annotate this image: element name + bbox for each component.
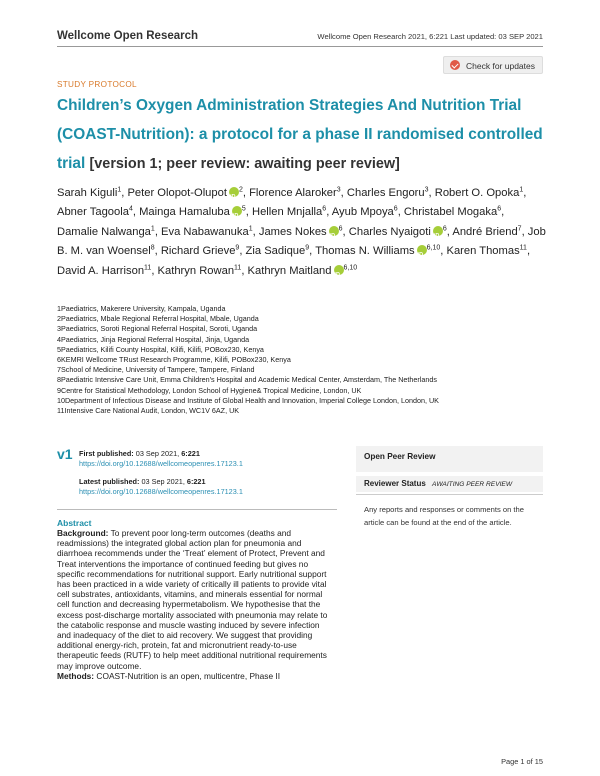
author-9[interactable]: Ayub Mpoya$^6$ bbox=[331, 205, 398, 219]
article-type: STUDY PROTOCOL bbox=[57, 80, 137, 89]
check-for-updates-button[interactable] bbox=[443, 56, 543, 74]
title-main: Children’s Oxygen Administration Strategies And Nutrition Trial (COAST-Nutrition): a protocol for a phase II randomised controlled trial bbox=[57, 97, 543, 172]
orcid-icon[interactable] bbox=[229, 187, 239, 197]
author-13[interactable]: James NokesiD $^6$ bbox=[259, 226, 343, 238]
author-4[interactable]: Charles Engoru$^3$ bbox=[346, 186, 429, 199]
orcid-icon[interactable] bbox=[329, 226, 339, 236]
author-21[interactable]: David A. Harrison$^{11}$ bbox=[57, 263, 152, 277]
running-header bbox=[57, 28, 543, 47]
author-19[interactable]: Thomas N. WilliamsiD $^{6,10}$ bbox=[315, 245, 440, 257]
reviewer-status bbox=[356, 476, 543, 492]
background-text: To prevent poor long-term outcomes (deaths and readmissions) the integrated global action plan for pneumonia and diarrhoea recommends under the ‘Treat’ element of Protect, Prevent and Treat interventions the importance of continued feeding but gives no specific recommendations for nutritional support. Early nutritional support has been practiced in a wide variety of critically ill patients to provide vital cell substrates, antioxidants, vitamins, and minerals essential for normal cell function and decreasing hypermetabolism. We hypothesise that the excess post-discharge mortality associated with pneumonia may relate to the catabolic response and muscle wasting induced by severe infection and inadequacy of the diet to aid recovery. We suggest that providing additional energy-rich, protein, fat and micronutrient ready-to-use therapeutic feeds (RUTF) to help meet additional nutritional requirements may improve outcome. bbox=[57, 528, 328, 671]
reviewer-status-value: AWAITING PEER REVIEW bbox=[432, 481, 513, 488]
author-16[interactable]: Job B. M. van Woensel$^8$ bbox=[57, 225, 546, 258]
orcid-icon[interactable] bbox=[433, 226, 443, 236]
orcid-icon[interactable] bbox=[334, 265, 344, 275]
title-version: [version 1; peer review: awaiting peer review] bbox=[89, 156, 400, 172]
affiliation-list bbox=[57, 304, 557, 416]
abstract-body bbox=[57, 528, 333, 681]
latest-published-doi-link[interactable]: https://doi.org/10.12688/wellcomeopenres.17123.1 bbox=[79, 487, 243, 496]
first-published-line: First published: 03 Sep 2021, 6:221 bbox=[79, 449, 200, 458]
author-8[interactable]: Hellen Mnjalla$^6$ bbox=[252, 205, 327, 219]
author-2[interactable]: Peter Olopot-OlupotiD $^2$ bbox=[127, 187, 242, 199]
author-6[interactable]: Abner Tagoola$^4$ bbox=[57, 205, 133, 219]
author-17[interactable]: Richard Grieve$^9$ bbox=[160, 244, 240, 258]
orcid-icon[interactable] bbox=[417, 245, 427, 255]
author-1[interactable]: Sarah Kiguli$^1$ bbox=[57, 186, 122, 199]
journal-name[interactable]: Wellcome Open Research bbox=[57, 30, 199, 42]
affiliation-8: 8Paediatric Intensive Care Unit, Emma Children's Hospital and Academic Medical Center, Amsterdam, The Netherlands bbox=[57, 375, 437, 385]
affiliation-3: 3Paediatrics, Soroti Regional Referral Hospital, Soroti, Uganda bbox=[57, 324, 258, 334]
author-5[interactable]: Robert O. Opoka$^1$ bbox=[434, 186, 524, 199]
author-11[interactable]: Damalie Nalwanga$^1$ bbox=[57, 225, 155, 238]
methods-label: Methods: bbox=[57, 670, 95, 681]
author-12[interactable]: Eva Nabawanuka$^1$ bbox=[161, 225, 253, 238]
author-7[interactable]: Mainga HamalubaiD $^5$ bbox=[139, 206, 246, 218]
methods-text: COAST-Nutrition is an open, multicentre, Phase II bbox=[96, 670, 281, 681]
page-number: Page 1 of 15 bbox=[501, 757, 543, 766]
publication-history bbox=[79, 449, 243, 497]
latest-published-line: Latest published: 03 Sep 2021, 6:221 bbox=[79, 477, 206, 486]
affiliation-7: 7School of Medicine, University of Tampere, Tampere, Finland bbox=[57, 365, 255, 375]
first-published-doi-link[interactable]: https://doi.org/10.12688/wellcomeopenres.17123.1 bbox=[79, 459, 243, 468]
affiliation-9: 9Centre for Statistical Methodology, London School of Hygiene& Tropical Medicine, London, UK bbox=[57, 385, 362, 395]
author-15[interactable]: André Briend$^7$ bbox=[452, 225, 522, 238]
affiliation-11: 11Intensive Care National Audit, London, WC1V 6AZ, UK bbox=[57, 406, 240, 416]
peer-review-heading: Open Peer Review bbox=[356, 446, 543, 472]
author-18[interactable]: Zia Sadique$^9$ bbox=[245, 244, 310, 258]
check-updates-label: Check for updates bbox=[466, 61, 535, 71]
author-10[interactable]: Christabel Mogaka$^6$ bbox=[403, 205, 502, 219]
citation-line: Wellcome Open Research 2021, 6:221 Last updated: 03 SEP 2021 bbox=[317, 32, 543, 41]
reviewer-status-label: Reviewer Status bbox=[364, 479, 426, 488]
affiliation-5: 5Paediatrics, Kilifi County Hospital, Kilifi, Kilifi, POBox230, Kenya bbox=[57, 344, 264, 354]
background-label: Background: bbox=[57, 528, 109, 538]
abstract-heading: Abstract bbox=[57, 518, 92, 528]
author-23[interactable]: Kathryn MaitlandiD $^{6,10}$ bbox=[248, 265, 358, 277]
affiliation-2: 2Paediatrics, Mbale Regional Referral Hospital, Mbale, Uganda bbox=[57, 314, 259, 324]
check-updates-icon bbox=[450, 60, 460, 70]
orcid-icon[interactable] bbox=[232, 206, 242, 216]
version-badge: v1 bbox=[57, 446, 73, 462]
author-list: Sarah Kiguli$^1$, Peter Olopot-OlupotiD $^2$, Florence Alaroker$^3$, Charles Engoru$^3$, Robert O. Opoka$^1$, Abner Tagoola$^4$, Mainga HamalubaiD $^5$, Hellen Mnjalla$^6$, Ayub Mpoya$^6$, Christabel Mogaka$^6$, Damalie Nalwanga$^1$, Eva Nabawanuka$^1$, James NokesiD $^6$, Charles NyaigotiiD $^6$, André Briend$^7$, Job B. M. van Woensel$^8$, Richard Grieve$^9$, Zia Sadique$^9$, Thomas N. WilliamsiD $^{6,10}$, Karen Thomas$^{11}$, David A. Harrison$^{11}$, Kathryn Rowan$^{11}$, Kathryn MaitlandiD $^{6,10}$ bbox=[57, 184, 547, 281]
author-14[interactable]: Charles NyaigotiiD $^6$ bbox=[349, 226, 447, 238]
peer-review-note: Any reports and responses or comments on the article can be found at the end of the article. bbox=[364, 505, 524, 527]
affiliation-6: 6KEMRI Wellcome TRust Research Programme, Kilifi, POBox230, Kenya bbox=[57, 355, 291, 365]
author-22[interactable]: Kathryn Rowan$^{11}$ bbox=[157, 263, 242, 277]
divider bbox=[57, 509, 337, 510]
peer-review-panel bbox=[356, 446, 543, 537]
article-title bbox=[57, 91, 547, 179]
author-3[interactable]: Florence Alaroker$^3$ bbox=[249, 186, 341, 199]
author-20[interactable]: Karen Thomas$^{11}$ bbox=[446, 244, 527, 258]
affiliation-1: 1Paediatrics, Makerere University, Kampala, Uganda bbox=[57, 304, 226, 313]
affiliation-4: 4Paediatrics, Jinja Regional Referral Hospital, Jinja, Uganda bbox=[57, 334, 250, 344]
affiliation-10: 10Department of Infectious Disease and Institute of Global Health and Innovation, Imperial College London, London, UK bbox=[57, 395, 439, 405]
